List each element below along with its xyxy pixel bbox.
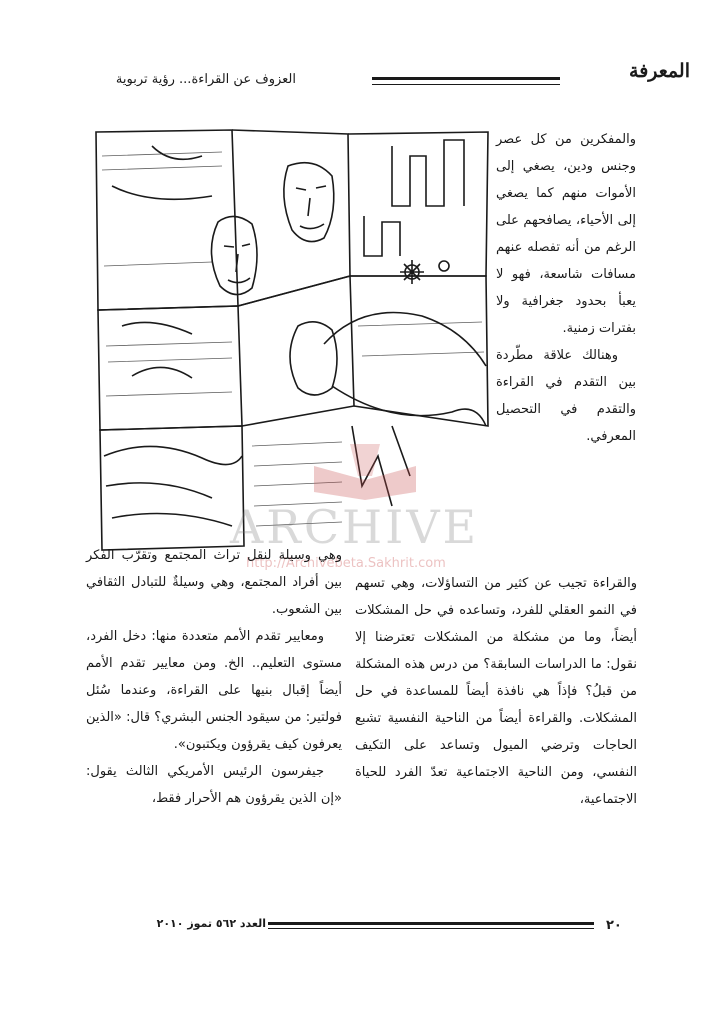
- archive-watermark-book-icon: [310, 436, 420, 500]
- paragraph: والمفكرين من كل عصر وجنس ودين، يصغي إلى الأموات منهم كما يصغي إلى الأحياء، يصافحهم على الرغم من أنه تفصله عنهم مسافات شاسعة، فهو لا يعبأ بحدود جغرافية ولا بفترات زمنية.: [496, 132, 636, 336]
- paragraph: وهي وسيلة لنقل تراث المجتمع وتقرّب الفكر بين أفراد المجتمع، وهي وسيلةٌ للتبادل الثقافي بين الشعوب.: [86, 548, 342, 617]
- paragraph: وهنالك علاقة مطّردة بين التقدم في القراءة والتقدم في التحصيل المعرفي.: [496, 348, 636, 444]
- footer-rule-thin: [268, 928, 594, 929]
- column-left: [86, 542, 342, 812]
- paragraph: ومعايير تقدم الأمم متعددة منها: دخل الفرد، مستوى التعليم.. الخ. ومن معايير تقدم الأمم أيضاً إقبال بنيها على القراءة، وعندما سُئل فولتير: من سيقود الجنس البشري؟ قال: «الذين يعرفون كيف يقرؤون ويكتبون».: [86, 629, 342, 752]
- header-rule-thin: [372, 84, 560, 85]
- issue-info: العدد ٥٦٢ تموز ٢٠١٠: [156, 917, 266, 930]
- archive-watermark: ARCHIVE: [230, 500, 480, 554]
- column-right-bottom: [355, 570, 637, 813]
- magazine-logo-text: المعرفة: [629, 60, 690, 82]
- page-number: ٢٠: [606, 918, 622, 933]
- footer-rule: [268, 922, 594, 925]
- archive-watermark-url: http://Archivebeta.Sakhrit.com: [246, 556, 446, 571]
- header-rule: [372, 77, 560, 80]
- ink-sketch-illustration: [92, 126, 490, 554]
- magazine-logo: [560, 58, 690, 94]
- paragraph: والقراءة تجيب عن كثير من التساؤلات، وهي تسهم في النمو العقلي للفرد، وتساعده في حل المشكلات أيضاً، وما من مشكلة من المشكلات تعترضنا إلا نقول: ما الدراسات السابقة؟ من درس هذه المشكلة من قبلُ؟ فإذاً هي نافذة أيضاً للمساعدة في حل المشكلات. والقراءة أيضاً من الناحية النفسية تشبع الحاجات وترضي الميول وتساعد على التكيف النفسي، ومن الناحية الاجتماعية تعدّ الفرد للحياة الاجتماعية،: [355, 576, 637, 807]
- paragraph: جيفرسون الرئيس الأمريكي الثالث يقول: «إن الذين يقرؤون هم الأحرار فقط،: [86, 764, 342, 806]
- column-right-top: [496, 126, 636, 450]
- article-running-title: العزوف عن القراءة... رؤية تربوية: [115, 72, 296, 87]
